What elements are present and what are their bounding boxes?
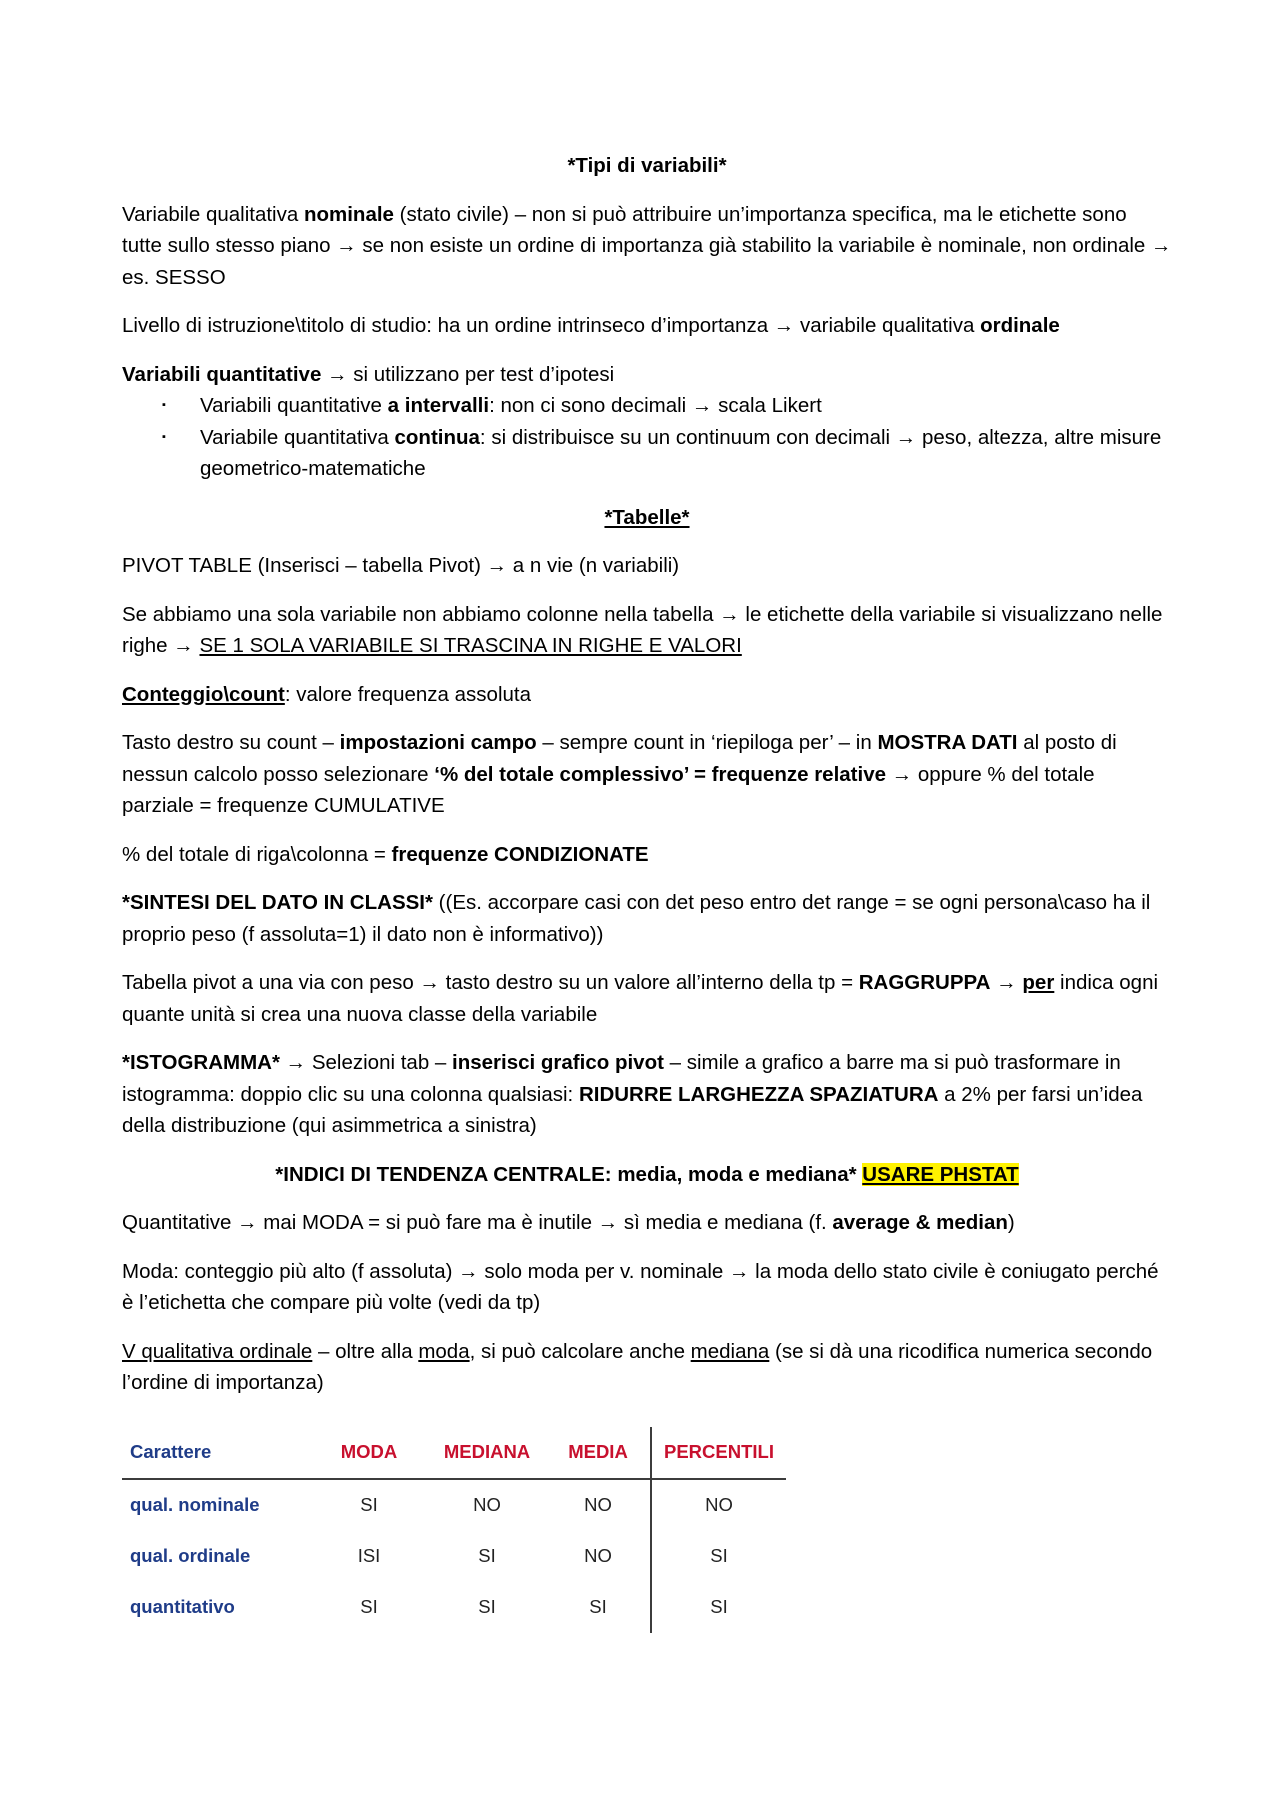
- paragraph-nominale: Variabile qualitativa nominale (stato civile) – non si può attribuire un’importanza specifica, ma le etichette sono tutte sullo stesso piano → se non esiste un ordine di importanza già stabilito la variabile è nominale, non ordinale → es. SESSO: [122, 202, 1172, 289]
- paragraph-conteggio: Conteggio\count: valore frequenza assoluta: [122, 682, 531, 706]
- table-cell: NO: [473, 1494, 501, 1516]
- bullet-list-quantitative: [122, 390, 1172, 485]
- header-percentili: PERCENTILI: [651, 1427, 786, 1479]
- section-title-indici: *INDICI DI TENDENZA CENTRALE: media, moda e mediana* USARE PHSTAT: [275, 1162, 1019, 1186]
- table-cell: SI: [360, 1494, 378, 1516]
- header-media: MEDIA: [546, 1427, 651, 1479]
- paragraph-quantitative-moda: Quantitative → mai MODA = si può fare ma è inutile → sì media e mediana (f. average & median): [122, 1211, 1015, 1234]
- row-label: quantitativo: [130, 1596, 235, 1618]
- table-cell: SI: [651, 1531, 786, 1582]
- summary-table: [122, 1427, 786, 1633]
- table-cell: ISI: [357, 1545, 381, 1567]
- summary-table-wrapper: [122, 1427, 1172, 1633]
- table-cell: NO: [584, 1494, 612, 1516]
- list-item: ▪ Variabile quantitativa continua: si distribuisce su un continuum con decimali → peso, altezza, altre misure geometrico-matematiche: [200, 422, 1172, 485]
- table-cell: SI: [651, 1582, 786, 1633]
- paragraph-raggruppa: Tabella pivot a una via con peso → tasto destro su un valore all’interno della tp = RAGGRUPPA → per indica ogni quante unità si crea una nuova classe della variabile: [122, 971, 1159, 1026]
- paragraph-istogramma: *ISTOGRAMMA* → Selezioni tab – inserisci grafico pivot – simile a grafico a barre ma si può trasformare in istogramma: doppio clic su una colonna qualsiasi: RIDURRE LARGHEZZA SPAZIATURA a 2% per farsi un’idea della distribuzione (qui asimmetrica a sinistra): [122, 1051, 1143, 1137]
- table-cell: SI: [478, 1545, 496, 1567]
- row-label: qual. nominale: [130, 1494, 260, 1516]
- highlight-phstat: USARE PHSTAT: [862, 1162, 1019, 1186]
- table-row: [122, 1479, 786, 1531]
- list-item: ▪ Variabili quantitative a intervalli: non ci sono decimali → scala Likert: [200, 390, 1172, 422]
- table-cell: SI: [589, 1596, 607, 1618]
- row-label: qual. ordinale: [130, 1545, 251, 1567]
- table-cell: SI: [478, 1596, 496, 1618]
- header-carattere: Carattere: [122, 1427, 310, 1479]
- table-header-row: [122, 1427, 786, 1479]
- section-title-tipi: *Tipi di variabili*: [567, 154, 727, 177]
- paragraph-quantitative: Variabili quantitative → si utilizzano per test d’ipotesi: [122, 362, 615, 386]
- header-moda: MODA: [310, 1427, 428, 1479]
- table-row: [122, 1531, 786, 1582]
- paragraph-tasto-destro: Tasto destro su count – impostazioni campo – sempre count in ‘riepiloga per’ – in MOSTRA DATI al posto di nessun calcolo posso selezionare ‘% del totale complessivo’ = frequenze relative → oppure % del totale parziale = frequenze CUMULATIVE: [122, 731, 1117, 817]
- paragraph-sintesi: *SINTESI DEL DATO IN CLASSI* ((Es. accorpare casi con det peso entro det range = se ogni persona\caso ha il proprio peso (f assoluta=1) il dato non è informativo)): [122, 891, 1151, 946]
- paragraph-ordinale: Livello di istruzione\titolo di studio: ha un ordine intrinseco d’importanza → variabile qualitativa ordinale: [122, 314, 1060, 337]
- paragraph-condizionate: % del totale di riga\colonna = frequenze CONDIZIONATE: [122, 842, 649, 866]
- paragraph-ordinale-mediana: V qualitativa ordinale – oltre alla moda, si può calcolare anche mediana (se si dà una ricodifica numerica secondo l’ordine di importanza): [122, 1339, 1153, 1394]
- paragraph-sola-variabile: Se abbiamo una sola variabile non abbiamo colonne nella tabella → le etichette della variabile si visualizzano nelle righe → SE 1 SOLA VARIABILE SI TRASCINA IN RIGHE E VALORI: [122, 602, 1163, 657]
- section-title-tabelle: *Tabelle*: [604, 505, 690, 529]
- table-cell: SI: [360, 1596, 378, 1618]
- table-cell: NO: [651, 1479, 786, 1531]
- paragraph-pivot: PIVOT TABLE (Inserisci – tabella Pivot) → a n vie (n variabili): [122, 554, 680, 577]
- table-row: [122, 1582, 786, 1633]
- header-mediana: MEDIANA: [428, 1427, 546, 1479]
- table-cell: NO: [584, 1545, 612, 1567]
- paragraph-moda: Moda: conteggio più alto (f assoluta) → solo moda per v. nominale → la moda dello stato civile è coniugato perché è l’etichetta che compare più volte (vedi da tp): [122, 1259, 1159, 1314]
- document-body: [122, 150, 1172, 1633]
